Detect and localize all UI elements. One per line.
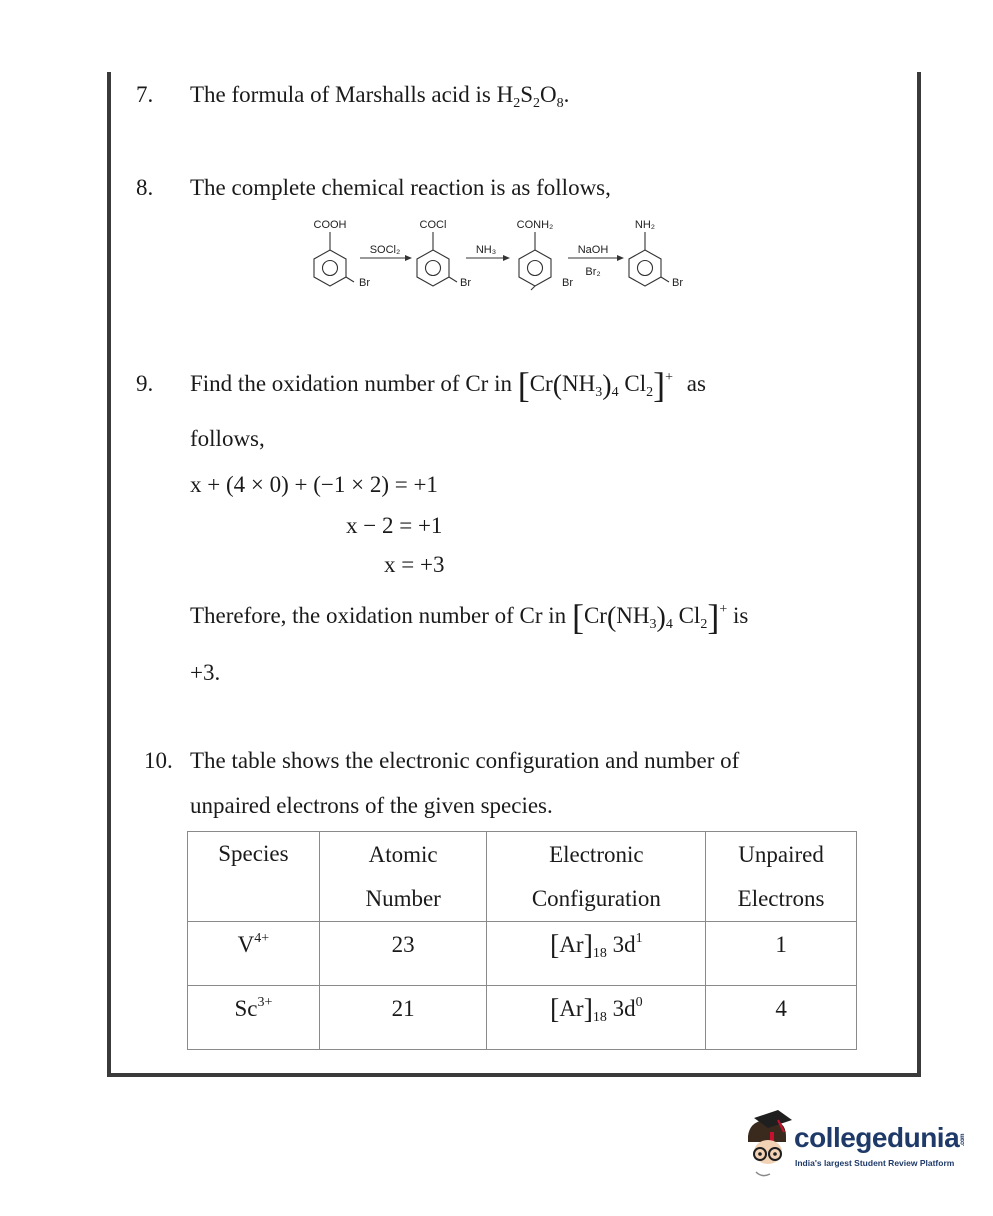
configuration-cell: $[Ar]_{18}$ $3d^1$: [487, 922, 706, 986]
table-row: [188, 986, 857, 1050]
q9-continuation: follows,: [190, 426, 265, 451]
species-cell: $V^{4+}$: [188, 922, 320, 986]
q9-conclusion: Therefore, the oxidation number of Cr in [$Cr(NH_3)_4$ $Cl_2]^+$ is: [190, 597, 749, 637]
atomic-number-cell: 21: [319, 986, 487, 1050]
table-header-row: [188, 832, 857, 922]
q10-text-line-1: The table shows the electronic configuration and number of: [190, 748, 740, 773]
q9-number: 9.: [136, 371, 154, 396]
q7-text: The formula of Marshalls acid is $H_2S_2O_8$.: [190, 82, 570, 111]
benzene-ring-2: [417, 232, 457, 286]
atomic-number-cell: 23: [319, 922, 487, 986]
reagent-br2: Br₂: [585, 266, 601, 278]
table-row: [188, 922, 857, 986]
br-label-4: Br: [672, 277, 683, 289]
reagent-nh3: NH₃: [475, 244, 497, 256]
q10-text-line-2: unpaired electrons of the given species.: [190, 793, 553, 818]
q9-answer: +3.: [190, 660, 221, 685]
reaction-scheme: [300, 212, 700, 294]
complex-formula-1: [$Cr(NH_3)_4$ $Cl_2]^+$: [517, 365, 673, 405]
group-conh2: CONH₂: [516, 219, 554, 231]
unpaired-cell: 1: [706, 922, 857, 986]
q8-number: 8.: [136, 175, 154, 200]
header-electronic-configuration: Electronic Configuration: [487, 832, 706, 922]
complex-formula-2: [$Cr(NH_3)_4$ $Cl_2]^+$: [571, 597, 728, 637]
equation-line-2: x − 2 = +1: [346, 513, 443, 538]
benzene-ring-1: [314, 232, 354, 286]
electronic-configuration-table: [187, 831, 857, 1050]
q8-text: The complete chemical reaction is as follows,: [190, 175, 611, 200]
header-unpaired-electrons: Unpaired Electrons: [706, 832, 857, 922]
group-cocl: COCl: [419, 219, 447, 231]
benzene-ring-3: [519, 232, 551, 290]
equation-line-1: x + (4 × 0) + (−1 × 2) = +1: [190, 472, 438, 497]
br-label-2: Br: [460, 277, 471, 289]
brand-tagline: India's largest Student Review Platform: [795, 1158, 955, 1168]
brand-name: collegedunia.com: [794, 1122, 967, 1153]
q9-text: Find the oxidation number of Cr in [$Cr(NH_3)_4$ $Cl_2]^+$ as: [190, 365, 706, 405]
q7-number: 7.: [136, 82, 154, 107]
marshall-acid-formula: $H_2S_2O_8$.: [496, 82, 570, 111]
reagent-naoh: NaOH: [577, 244, 609, 256]
header-atomic-number: Atomic Number: [319, 832, 487, 922]
unpaired-cell: 4: [706, 986, 857, 1050]
br-label-3: Br: [562, 277, 573, 289]
group-cooh: COOH: [313, 219, 347, 231]
group-nh2: NH₂: [634, 219, 656, 231]
reagent-socl2: SOCl₂: [369, 244, 401, 256]
br-label-1: Br: [359, 277, 370, 289]
equation-line-3: x = +3: [384, 552, 445, 577]
species-cell: $Sc^{3+}$: [188, 986, 320, 1050]
header-species: Species: [188, 832, 320, 922]
benzene-ring-4: [629, 232, 669, 286]
q10-number: 10.: [144, 748, 173, 773]
configuration-cell: $[Ar]_{18}$ $3d^0$: [487, 986, 706, 1050]
